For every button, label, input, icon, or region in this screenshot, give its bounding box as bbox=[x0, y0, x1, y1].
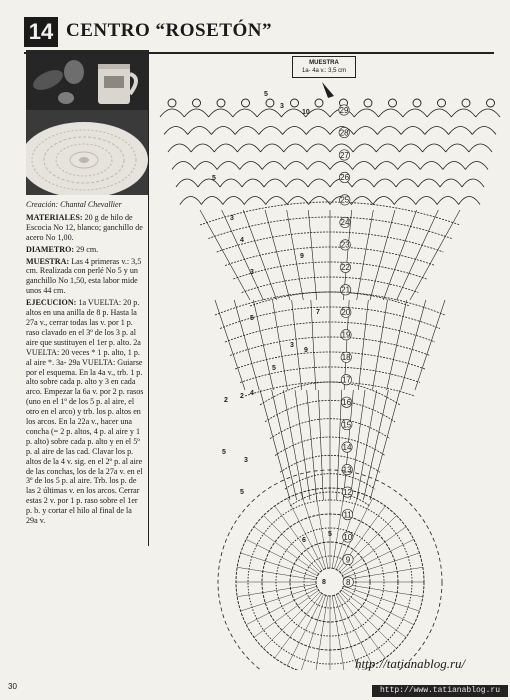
pattern-number: 14 bbox=[24, 17, 58, 47]
chart-round-number: 12 bbox=[342, 487, 352, 497]
chart-round-number: 27 bbox=[339, 150, 349, 160]
chart-mesh-arch bbox=[469, 144, 492, 152]
chart-mesh-arch bbox=[283, 127, 307, 135]
chart-round-number: 14 bbox=[342, 442, 352, 452]
chart-radial-stitch bbox=[264, 516, 321, 573]
chart-mesh-arch bbox=[217, 162, 240, 170]
doily-photo bbox=[26, 50, 148, 195]
page-header bbox=[24, 16, 494, 54]
chart-band-lower-stitch bbox=[318, 390, 323, 500]
chart-chain-label: 5 bbox=[240, 489, 244, 496]
gauge-box-detail: 1a- 4a v.: 3,5 cm bbox=[301, 68, 347, 74]
chart-mesh-arch bbox=[418, 179, 440, 187]
chart-band-middle-stitch bbox=[373, 300, 388, 390]
chart-round-number: 15 bbox=[342, 420, 352, 430]
chart-mesh-arch bbox=[237, 144, 260, 152]
chart-mesh-arch bbox=[353, 162, 376, 170]
chart-chain-label: 10 bbox=[302, 109, 310, 116]
chart-round-number: 17 bbox=[341, 375, 351, 385]
chart-chain-label: 4 bbox=[240, 237, 244, 244]
chart-mesh-arch bbox=[201, 197, 222, 205]
chart-band-middle-stitch bbox=[234, 300, 259, 390]
chart-chain-label: 5 bbox=[272, 365, 276, 372]
chart-chain-label: 2 bbox=[240, 393, 244, 400]
chart-mesh-arch bbox=[374, 179, 396, 187]
chart-chain-label: 9 bbox=[304, 347, 308, 354]
watermark-url: http://tatianablog.ru/ bbox=[355, 656, 466, 671]
chart-round-number: 23 bbox=[340, 240, 350, 250]
chart-chain-label: 5 bbox=[250, 315, 254, 322]
chart-mesh-arch bbox=[403, 109, 427, 117]
chart-round-number: 8 bbox=[345, 577, 351, 587]
chart-mesh-arch bbox=[379, 109, 403, 117]
diameter-paragraph bbox=[26, 245, 145, 255]
chart-band-lower-stitch bbox=[295, 390, 310, 500]
chart-radial-stitch bbox=[342, 588, 413, 624]
chart-band-middle-stitch bbox=[401, 300, 426, 390]
chart-band-lower-stitch bbox=[260, 390, 290, 500]
designer-credit: Creación: Chantal Chevallier bbox=[26, 200, 122, 209]
chart-round-number: 16 bbox=[342, 397, 352, 407]
diameter-label: DIAMETRO: bbox=[26, 244, 75, 254]
chart-mesh-arch bbox=[398, 162, 421, 170]
chart-mesh-arch bbox=[168, 144, 191, 152]
chart-mesh-arch bbox=[266, 197, 287, 205]
chart-mesh-arch bbox=[399, 144, 422, 152]
gauge-text: Las 4 primeras v.: 3,5 cm. Realizada con perlé No 5 y un ganchillo No 1,50, esta labor mide unos 44 cm. bbox=[26, 256, 142, 296]
chart-mesh-arch bbox=[401, 127, 425, 135]
chart-picot bbox=[487, 99, 495, 107]
chart-mesh-arch bbox=[259, 127, 283, 135]
chart-mesh-arch bbox=[354, 109, 378, 117]
chart-mesh-arch bbox=[354, 127, 378, 135]
chart-chain-label: 3 bbox=[290, 342, 294, 349]
chart-picot bbox=[291, 99, 299, 107]
chart-picot bbox=[266, 99, 274, 107]
execution-label: EJECUCION: bbox=[26, 298, 77, 308]
chart-mesh-arch bbox=[195, 162, 218, 170]
chart-radial-stitch bbox=[246, 539, 317, 575]
chart-pointer-arrow bbox=[322, 82, 334, 98]
chart-radial-stitch bbox=[246, 588, 317, 624]
gauge-label: MUESTRA: bbox=[26, 256, 70, 266]
chart-picot bbox=[413, 99, 421, 107]
chart-picot bbox=[462, 99, 470, 107]
chart-mesh-arch bbox=[449, 127, 473, 135]
chart-radial-stitch bbox=[336, 498, 372, 569]
pattern-title: CENTRO “ROSETÓN” bbox=[66, 20, 272, 41]
chart-chain-label: 5 bbox=[212, 175, 216, 182]
chart-mesh-arch bbox=[462, 179, 484, 187]
chart-mesh-arch bbox=[377, 127, 401, 135]
chart-mesh-arch bbox=[420, 162, 443, 170]
chart-band-upper-stitch bbox=[370, 210, 395, 300]
chart-chain-label: 2 bbox=[224, 397, 228, 404]
chart-mesh-arch bbox=[233, 109, 257, 117]
chart-mesh-arch bbox=[223, 197, 244, 205]
chart-mesh-arch bbox=[459, 197, 480, 205]
materials-text: 20 g de hilo de Escocia No 12, blanco; ganchillo de acero No 1,00. bbox=[26, 212, 143, 242]
chart-radial-stitch bbox=[340, 592, 397, 649]
chart-mesh-arch bbox=[353, 144, 376, 152]
chart-mesh-arch bbox=[180, 197, 201, 205]
chart-mesh-arch bbox=[352, 179, 374, 187]
chart-mesh-arch bbox=[373, 197, 394, 205]
chart-band-lower-stitch bbox=[337, 390, 342, 500]
chart-mesh-arch bbox=[330, 162, 353, 170]
chart-radial-stitch bbox=[264, 592, 321, 649]
crochet-chart-svg bbox=[152, 52, 504, 670]
chart-chain-label: 9 bbox=[300, 253, 304, 260]
chart-picot bbox=[364, 99, 372, 107]
chart-mesh-arch bbox=[425, 127, 449, 135]
chart-mesh-arch bbox=[307, 144, 330, 152]
chart-mesh-arch bbox=[443, 162, 466, 170]
chart-mesh-arch bbox=[160, 109, 184, 117]
chart-band-upper-stitch bbox=[265, 210, 290, 300]
chart-radial-stitch bbox=[287, 594, 323, 665]
chart-mesh-arch bbox=[211, 127, 235, 135]
chart-mesh-arch bbox=[437, 197, 458, 205]
chart-chain-label: 3 bbox=[230, 215, 234, 222]
chart-round-number: 21 bbox=[341, 285, 351, 295]
chart-mesh-arch bbox=[262, 162, 285, 170]
chart-mesh-arch bbox=[209, 109, 233, 117]
chart-mesh-arch bbox=[188, 127, 212, 135]
chart-mesh-arch bbox=[427, 109, 451, 117]
chart-chain-label: 3 bbox=[250, 269, 254, 276]
crochet-chart bbox=[152, 52, 504, 670]
chart-mesh-arch bbox=[376, 144, 399, 152]
chart-chain-label: 4 bbox=[250, 390, 254, 397]
chart-band-lower-stitch bbox=[307, 390, 317, 500]
chart-round-number: 19 bbox=[341, 330, 351, 340]
instructions-text bbox=[26, 200, 145, 528]
execution-paragraph bbox=[26, 298, 145, 526]
chart-mesh-arch bbox=[235, 127, 259, 135]
chart-round-number: 20 bbox=[341, 308, 351, 318]
chart-mesh-arch bbox=[214, 144, 237, 152]
chart-round-number: 25 bbox=[340, 195, 350, 205]
execution-text: 1a VUELTA: 20 p. altos en una anilla de 8 p. Hasta la 27a v., cerrar todas las v. por 1 p. raso clavado en el 3º de los 3 p. al aire que sustituyen el 1er p. alto. 2a VUELTA: 20 veces * 1 p. alto, 1 p. al aire *. 3a- 29a VUELTA: Guiarse por el esquema. En la 4a v., trb. 1 p. alto sobre cada p. alto y 3 en cada arco. Empezar la 6a v. por 2 p. rasos (uno en el 1º de los 5 p. al aire, el otro en el arco) y trb. los p. altos en los arcos. En la 22a v., hacer una concha (= 2 p. altos, 4 p. al aire y 1 p. alto) sobre cada p. alto y en el 5º p. al aire de las cad. Clavar los p. altos de la 4 v. sig. en el 2º p. al aire de las conchas, los de la 27a v. en el 3º de los 5 p. al aire. Trb. los p. de las 2 últimas v. en los arcos. Cerrar estas 2 v. por 1 p. raso sobre el 1er p. b. y cortar el hilo al final de la 29a v. bbox=[26, 298, 144, 526]
chart-mesh-arch bbox=[176, 179, 198, 187]
chart-mesh-arch bbox=[242, 179, 264, 187]
chart-mesh-arch bbox=[446, 144, 469, 152]
chart-band-middle-stitch bbox=[358, 300, 368, 390]
chart-band-lower-stitch bbox=[350, 390, 365, 500]
chart-mesh-arch bbox=[423, 144, 446, 152]
chart-chain-label: 3 bbox=[280, 103, 284, 110]
chart-mesh-arch bbox=[375, 162, 398, 170]
chart-chain-label: 6 bbox=[302, 537, 306, 544]
chart-round-number: 11 bbox=[343, 510, 352, 520]
chart-mesh-arch bbox=[284, 144, 307, 152]
chart-mesh-arch bbox=[244, 197, 265, 205]
chart-chain-label: 3 bbox=[244, 457, 248, 464]
chart-picot bbox=[389, 99, 397, 107]
diameter-text: 29 cm. bbox=[74, 244, 99, 254]
chart-chain-label: 5 bbox=[222, 449, 226, 456]
chart-mesh-arch bbox=[198, 179, 220, 187]
chart-radial-stitch bbox=[338, 593, 385, 658]
chart-mesh-arch bbox=[264, 179, 286, 187]
chart-band-upper-stitch bbox=[357, 210, 374, 300]
chart-band-middle-stitch bbox=[415, 300, 445, 390]
chart-radial-stitch bbox=[342, 539, 413, 575]
instructions-column bbox=[26, 50, 149, 546]
chart-mesh-arch bbox=[261, 144, 284, 152]
chart-round-number: 18 bbox=[341, 353, 351, 363]
chart-mesh-arch bbox=[465, 162, 488, 170]
chart-band-middle-stitch bbox=[215, 300, 245, 390]
chart-mesh-arch bbox=[285, 162, 308, 170]
gauge-box-title: MUESTRA bbox=[309, 60, 339, 66]
chart-mesh-arch bbox=[286, 179, 308, 187]
chart-mesh-arch bbox=[476, 109, 500, 117]
chart-ring bbox=[316, 568, 344, 596]
chart-picot bbox=[438, 99, 446, 107]
chart-mesh-arch bbox=[191, 144, 214, 152]
chart-round-number: 13 bbox=[342, 465, 352, 475]
chart-mesh-arch bbox=[306, 127, 330, 135]
chart-band-upper-stitch bbox=[308, 210, 316, 300]
chart-mesh-arch bbox=[472, 127, 496, 135]
watermark-strip: http://www.tatianablog.ru bbox=[372, 685, 508, 697]
chart-chain-label: 8 bbox=[322, 579, 326, 586]
chart-mesh-arch bbox=[172, 162, 195, 170]
chart-chain-label: 5 bbox=[328, 531, 332, 538]
chart-mesh-arch bbox=[220, 179, 242, 187]
chart-picot bbox=[315, 99, 323, 107]
chart-picot bbox=[168, 99, 176, 107]
chart-round-number: 26 bbox=[340, 173, 350, 183]
chart-picot bbox=[193, 99, 201, 107]
chart-mesh-arch bbox=[394, 197, 415, 205]
chart-mesh-arch bbox=[164, 127, 188, 135]
chart-chain-label: 7 bbox=[316, 309, 320, 316]
chart-mesh-arch bbox=[309, 197, 330, 205]
chart-round-number: 28 bbox=[339, 128, 349, 138]
chart-band-middle-stitch bbox=[273, 300, 288, 390]
chart-mesh-arch bbox=[396, 179, 418, 187]
chart-mesh-arch bbox=[307, 162, 330, 170]
chart-picot bbox=[217, 99, 225, 107]
chart-radial-stitch bbox=[287, 498, 323, 569]
chart-mesh-arch bbox=[240, 162, 263, 170]
chart-round-number: 29 bbox=[339, 105, 349, 115]
chart-round-number: 22 bbox=[340, 263, 350, 273]
materials-paragraph bbox=[26, 213, 145, 243]
chart-chain-label: 5 bbox=[264, 91, 268, 98]
chart-mesh-arch bbox=[451, 109, 475, 117]
chart-round-number: 9 bbox=[345, 555, 351, 565]
chart-round-number: 10 bbox=[343, 532, 353, 542]
materials-label: MATERIALES: bbox=[26, 212, 83, 222]
gauge-paragraph bbox=[26, 257, 145, 297]
chart-mesh-arch bbox=[440, 179, 462, 187]
chart-mesh-arch bbox=[308, 179, 330, 187]
chart-picot bbox=[242, 99, 250, 107]
chart-round-number: 24 bbox=[340, 218, 350, 228]
chart-mesh-arch bbox=[416, 197, 437, 205]
chart-mesh-arch bbox=[257, 109, 281, 117]
chart-mesh-arch bbox=[184, 109, 208, 117]
page-number: 30 bbox=[8, 682, 17, 691]
chart-band-lower-stitch bbox=[370, 390, 400, 500]
